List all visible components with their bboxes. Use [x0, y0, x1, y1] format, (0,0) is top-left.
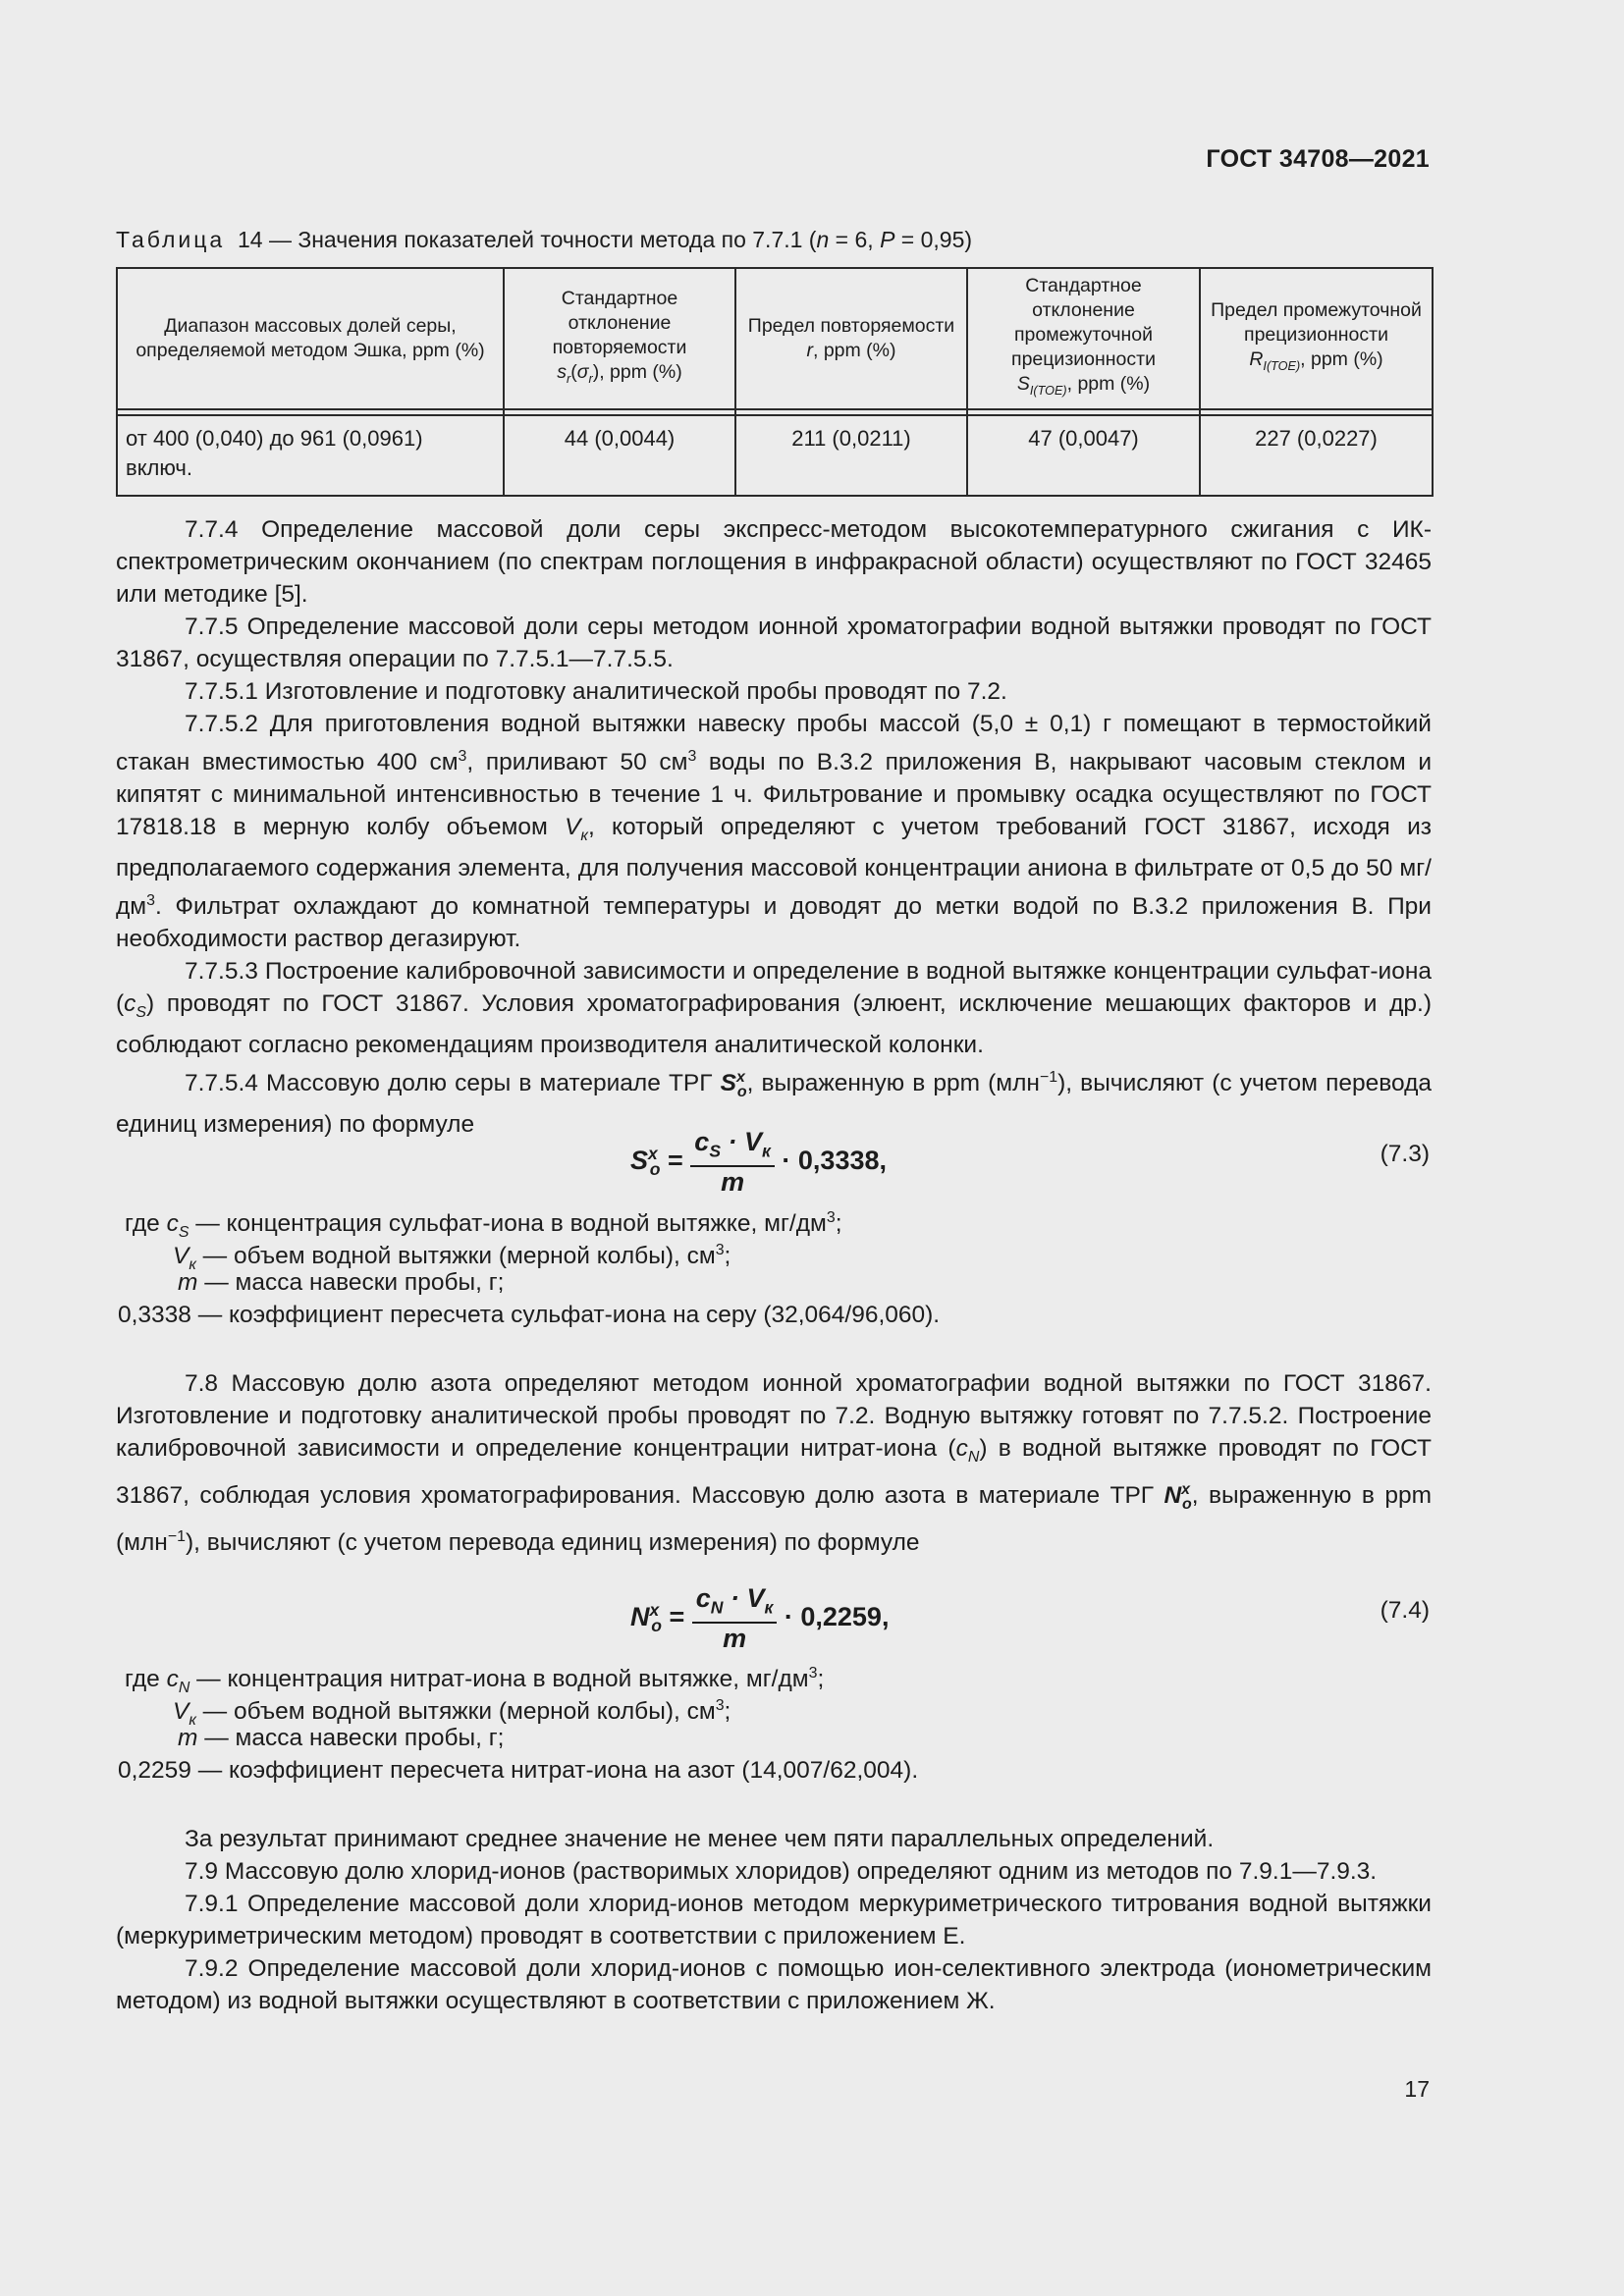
para-7-7-4: 7.7.4 Определение массовой доли серы экспресс-методом высокотемпературного сжигания с ИК-спектрометрическим окончанием (по спектрам поглощения в инфракрасной области) осуществляют по ГОСТ 32465 или методике [5].: [116, 516, 1432, 608]
legend-7-4: где $c_N$ — концентрация нитрат-иона в водной вытяжке, $мг/дм^3$; $V_к$ — объем водной вытяжки (мерной колбы), $см^3$; m — масса навески пробы, г; 0,2259 — коэффициент пересчета нитрат-иона на азот (14,007/62,004).: [118, 1665, 919, 1784]
legend-7-3: где $c_S$ — концентрация сульфат-иона в водной вытяжке, $мг/дм^3$; $V_к$ — объем водной вытяжки (мерной колбы), $см^3$; m — масса навески пробы, г; 0,3338 — коэффициент пересчета сульфат-иона на серу (32,064/96,060).: [118, 1209, 941, 1328]
col-header-intermediate-sd: Стандартное отклонение промежуточной прецизионности $S_{I(TOE)}$, ppm (%): [967, 268, 1200, 409]
para-7-9-1: 7.9.1 Определение массовой доли хлорид-ионов методом меркуриметрического титрования водной вытяжки (меркуриметрическим методом) проводят в соответствии с приложением Е.: [116, 1891, 1432, 1949]
text-block-chlorides: [116, 1823, 1432, 2017]
table-header-row: [117, 268, 1433, 409]
col-header-intermediate-limit: Предел промежуточной прецизионности $R_{I(TOE)}$, ppm (%): [1200, 268, 1433, 409]
para-7-7-5: 7.7.5 Определение массовой доли серы методом ионной хроматографии водной вытяжки проводят по ГОСТ 31867, осуществляя операции по 7.7.5.1—7.7.5.5.: [116, 614, 1432, 672]
para-7-9: 7.9 Массовую долю хлорид-ионов (растворимых хлоридов) определяют одним из методов по 7.9.1—7.9.3.: [185, 1858, 1378, 1885]
para-7-9-2: 7.9.2 Определение массовой доли хлорид-ионов с помощью ион-селективного электрода (ионометрическим методом) из водной вытяжки осуществляют в соответствии с приложением Ж.: [116, 1955, 1432, 2014]
col-header-repeat-limit: Предел повторяемости r, ppm (%): [735, 268, 967, 409]
para-7-7-5-3: 7.7.5.3 Построение калибровочной зависимости и определение в водной вытяжке концентрации сульфат-иона $(c_S)$ проводят по ГОСТ 31867. Условия хроматографирования (элюент, исключение мешающих факторов и др.) соблюдают согласно рекомендациям производителя аналитической колонки.: [116, 958, 1432, 1059]
formula-7-4: $N^x_o$ = $\frac{c_N \cdot V_к}{m}$ · 0,2259,: [630, 1583, 890, 1654]
table-cell: 44 (0,0044): [504, 415, 735, 496]
table-cell: от 400 (0,040) до 961 (0,0961) включ.: [117, 415, 504, 496]
para-7-7-5-1: 7.7.5.1 Изготовление и подготовку аналитической пробы проводят по 7.2.: [185, 678, 1007, 705]
table-row: [117, 415, 1433, 496]
precision-table: [116, 267, 1434, 497]
equation-number-7-3: (7.3): [1380, 1141, 1430, 1167]
text-block-sulfur: [116, 513, 1432, 1141]
para-7-7-5-4: 7.7.5.4 Массовую долю серы в материале ТРГ $S^x_o$, выраженную в ppm (млн$^{-1}$), вычисляют (с учетом перевода единиц измерения) по формуле: [116, 1069, 1433, 1139]
text-block-nitrogen: [116, 1367, 1432, 1559]
formula-7-3: $S^x_o$ = $\frac{c_S \cdot V_к}{m}$ · 0,3338,: [630, 1127, 888, 1198]
table-cell: 211 (0,0211): [735, 415, 967, 496]
col-header-range: Диапазон массовых долей серы, определяемой методом Эшка, ppm (%): [117, 268, 504, 409]
document-code: ГОСТ 34708—2021: [1206, 145, 1430, 173]
para-7-8: 7.8 Массовую долю азота определяют методом ионной хроматографии водной вытяжки по ГОСТ 31867. Изготовление и подготовку аналитической пробы проводят по 7.2. Водную вытяжку готовят по 7.7.5.2. Построение калибровочной зависимости и определение концентрации нитрат-иона $(c_N)$ в водной вытяжке проводят по ГОСТ 31867, соблюдая условия хроматографирования. Массовую долю азота в материале ТРГ $N^x_o$, выраженную в ppm (млн$^{-1}$), вычисляют (с учетом перевода единиц измерения) по формуле: [116, 1370, 1432, 1557]
table-cell: 47 (0,0047): [967, 415, 1200, 496]
table-cell: 227 (0,0227): [1200, 415, 1433, 496]
table-caption: Таблица 14 — Значения показателей точности метода по 7.7.1 (n = 6, P = 0,95): [116, 227, 973, 252]
para-result: За результат принимают среднее значение не менее чем пяти параллельных определений.: [185, 1826, 1215, 1852]
para-7-7-5-2: 7.7.5.2 Для приготовления водной вытяжки навеску пробы массой (5,0 ± 0,1) г помещают в термостойкий стакан вместимостью 400 $см^3$, приливают 50 $см^3$ воды по В.3.2 приложения В, накрывают часовым стеклом и кипятят с минимальной интенсивностью в течение 1 ч. Фильтрование и промывку осадка осуществляют по ГОСТ 17818.18 в мерную колбу объемом $V_к$, который определяют с учетом требований ГОСТ 31867, исходя из предполагаемого содержания элемента, для получения массовой концентрации аниона в фильтрате от 0,5 до 50 $мг/дм^3$. Фильтрат охлаждают до комнатной температуры и доводят до метки водой по В.3.2 приложения В. При необходимости раствор дегазируют.: [116, 711, 1433, 953]
col-header-repeat-sd: Стандартное отклонение повторяемости $s_r(\sigma_r)$, ppm (%): [504, 268, 735, 409]
page-number: 17: [1404, 2076, 1430, 2102]
equation-number-7-4: (7.4): [1380, 1597, 1430, 1624]
